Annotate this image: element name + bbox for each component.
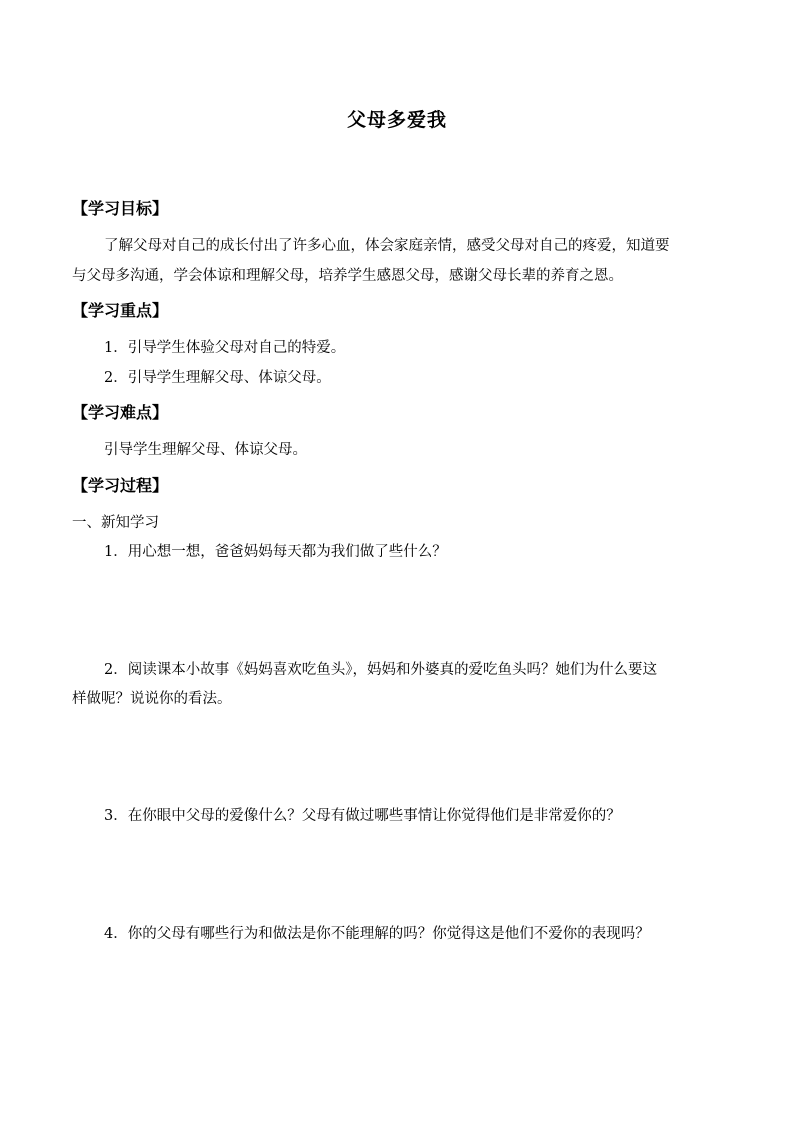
key-point-item-2: 2．引导学生理解父母、体谅父母。 (104, 370, 331, 386)
key-points-heading: 【学习重点】 (72, 301, 169, 320)
difficulties-heading: 【学习难点】 (72, 403, 169, 422)
goals-heading: 【学习目标】 (72, 199, 169, 218)
page-title: 父母多爱我 (346, 109, 447, 131)
process-heading: 【学习过程】 (72, 476, 169, 495)
question-1: 1．用心想一想，爸爸妈妈每天都为我们做了些什么？ (104, 544, 447, 560)
question-4: 4．你的父母有哪些行为和做法是你不能理解的吗？你觉得这是他们不爱你的表现吗？ (104, 926, 650, 942)
goals-text-line2: 与父母多沟通，学会体谅和理解父母，培养学生感恩父母，感谢父母长辈的养育之恩。 (72, 268, 623, 284)
key-point-item-1: 1．引导学生体验父母对自己的特爱。 (104, 340, 346, 356)
process-subheading: 一、新知学习 (72, 515, 159, 531)
goals-text-line1: 了解父母对自己的成长付出了许多心血，体会家庭亲情，感受父母对自己的疼爱，知道要 (104, 238, 670, 254)
difficulties-text: 引导学生理解父母、体谅父母。 (104, 442, 307, 458)
question-2-line2: 样做呢？说说你的看法。 (72, 691, 232, 707)
question-3: 3．在你眼中父母的爱像什么？父母有做过哪些事情让你觉得他们是非常爱你的？ (104, 808, 621, 824)
question-2-line1: 2．阅读课本小故事《妈妈喜欢吃鱼头》，妈妈和外婆真的爱吃鱼头吗？她们为什么要这 (104, 662, 657, 678)
